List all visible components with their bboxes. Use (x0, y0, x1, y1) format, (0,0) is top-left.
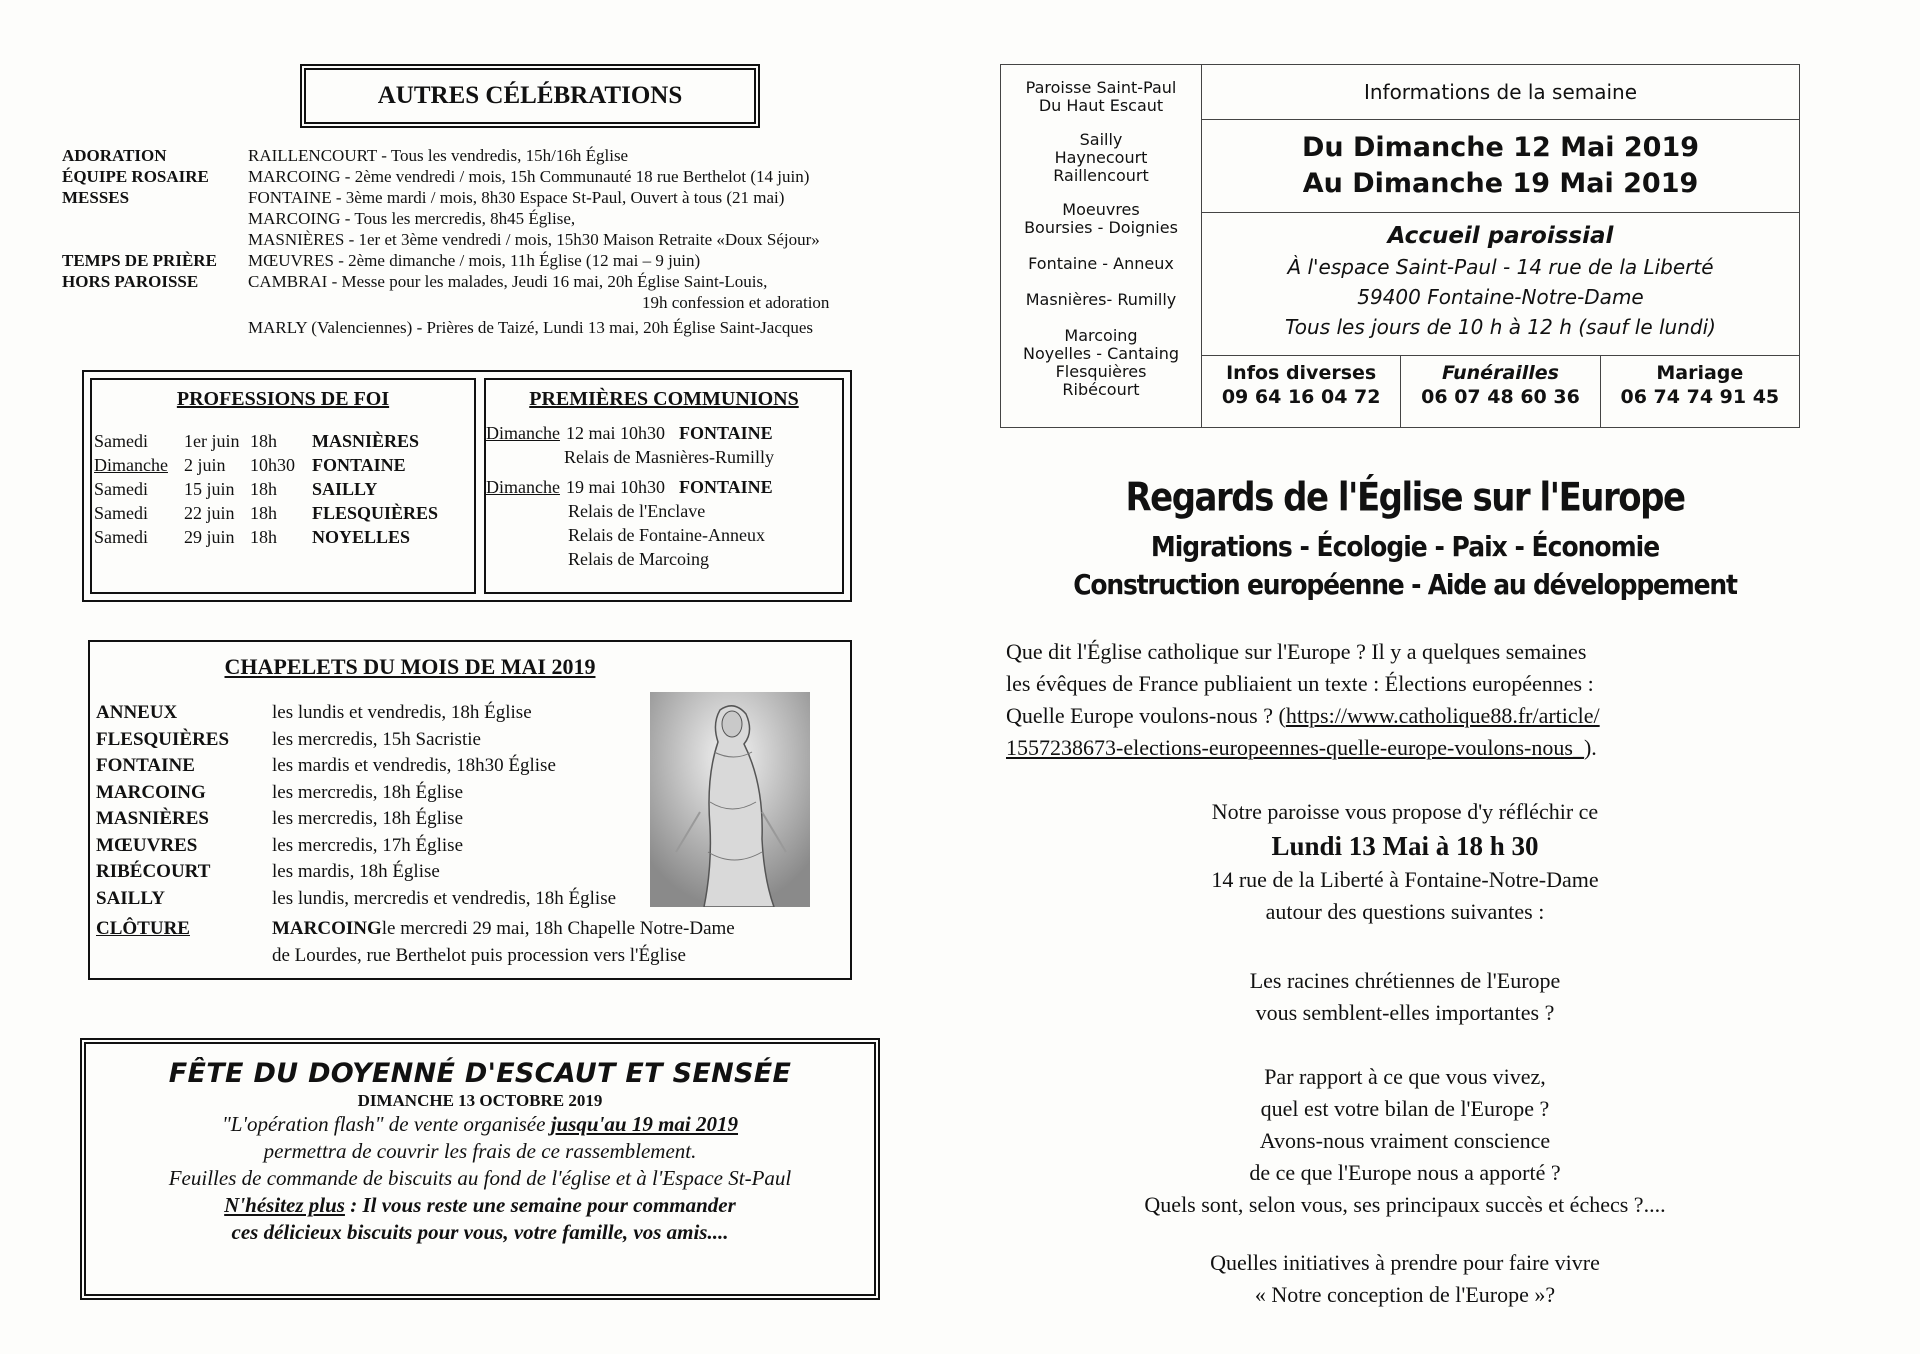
autres-title-box (300, 64, 760, 128)
question: Quels sont, selon vous, ses principaux succès et échecs ?.... (1144, 1192, 1666, 1217)
chapelet-row: MARCOING les mercredis, 18h Église (96, 781, 464, 803)
contact-cell: Mariage 06 74 74 91 45 (1620, 362, 1780, 408)
info-header (1000, 64, 1800, 428)
article-link[interactable]: https://www.catholique88.fr/article/ (1285, 703, 1600, 728)
accueil-line: Tous les jours de 10 h à 12 h (sauf le lundi) (1285, 315, 1716, 339)
autres-row: MASNIÈRES - 1er et 3ème vendredi / mois, 15h30 Maison Retraite «Doux Séjour» (248, 230, 820, 249)
date-to: Au Dimanche 19 Mai 2019 (1302, 168, 1699, 199)
profession-row: Samedi 22 juin 18h FLESQUIÈRES (94, 503, 439, 523)
info-title-cell (1202, 65, 1799, 120)
chapelet-row: ANNEUX les lundis et vendredis, 18h Église (96, 702, 532, 723)
question: quel est votre bilan de l'Europe ? (1260, 1096, 1550, 1121)
profession-row: Dimanche 2 juin 10h30 FONTAINE (94, 455, 406, 475)
europe-title: Regards de l'Église sur l'Europe (1125, 475, 1685, 521)
info-title: Informations de la semaine (1363, 80, 1638, 104)
professions-box (90, 378, 476, 594)
autres-row: MARLY (Valenciennes) - Prières de Taizé, Lundi 13 mai, 20h Église Saint-Jacques (248, 318, 814, 337)
parish-column (1001, 65, 1202, 427)
chapelet-row: FONTAINE les mardis et vendredis, 18h30 Église (96, 755, 556, 776)
communions-box (484, 378, 844, 594)
autres-title: AUTRES CÉLÉBRATIONS (377, 82, 683, 109)
profession-row: Samedi 29 juin 18h NOYELLES (94, 527, 411, 547)
autres-row: 19h confession et adoration (642, 293, 830, 312)
fete-date: DIMANCHE 13 OCTOBRE 2019 (357, 1091, 603, 1110)
question: « Notre conception de l'Europe »? (1254, 1282, 1556, 1307)
professions-title: PROFESSIONS DE FOI (176, 388, 390, 410)
europe-questions (1000, 965, 1810, 1311)
contacts-row (1202, 356, 1799, 427)
chapelet-row: RIBÉCOURT les mardis, 18h Église (96, 861, 440, 882)
profession-row: Samedi 1er juin 18h MASNIÈRES (94, 431, 420, 451)
chapelet-row: MASNIÈRES les mercredis, 18h Église (96, 808, 464, 829)
date-from: Du Dimanche 12 Mai 2019 (1301, 132, 1700, 163)
contact-cell: Funérailles 06 07 48 60 36 (1401, 356, 1600, 427)
autres-row: MARCOING - Tous les mercredis, 8h45 Église, (248, 209, 576, 228)
fete-title: FÊTE DU DOYENNÉ D'ESCAUT ET SENSÉE (168, 1058, 792, 1089)
question: Quelles initiatives à prendre pour faire vivre (1210, 1250, 1600, 1275)
europe-subtitle-1: Migrations - Écologie - Paix - Économie (1150, 530, 1660, 563)
chapelet-row: FLESQUIÈRES les mercredis, 15h Sacristie (96, 728, 481, 750)
parish-name: Sailly Haynecourt Raillencourt (1053, 130, 1149, 185)
communions-list: Dimanche 12 mai 10h30 FONTAINE Relais de Masnières-Rumilly Dimanche 19 mai 10h30 FONTAINE Relais de l'Enclave Relais de Fontaine-Anneux Relais de Marcoing (486, 423, 774, 569)
parish-name: Moeuvres Boursies - Doignies (1024, 200, 1178, 237)
accueil-title: Accueil paroissial (1387, 223, 1614, 249)
autres-row: MESSES FONTAINE - 3ème mardi / mois, 8h30 Espace St-Paul, Ouvert à tous (21 mai) (62, 188, 785, 207)
autres-list (62, 145, 882, 338)
accueil-line: 59400 Fontaine-Notre-Dame (1357, 285, 1644, 309)
parish-name: Masnières- Rumilly (1025, 290, 1177, 309)
cloture-row-2: de Lourdes, rue Berthelot puis procession vers l'Église (272, 944, 686, 966)
autres-row: HORS PAROISSE CAMBRAI - Messe pour les malades, Jeudi 16 mai, 20h Église Saint-Louis, (62, 272, 768, 291)
communions-title: PREMIÈRES COMMUNIONS (529, 388, 799, 410)
question: Avons-nous vraiment conscience (1259, 1128, 1551, 1153)
professions-communions-box (82, 370, 852, 602)
chapelets-box (88, 640, 852, 980)
question: vous semblent-elles importantes ? (1255, 1000, 1555, 1025)
contact-cell: Infos diverses 09 64 16 04 72 (1202, 356, 1401, 427)
accueil-cell (1202, 213, 1799, 356)
professions-list (92, 429, 474, 549)
chapelets-title: CHAPELETS DU MOIS DE MAI 2019 (224, 654, 596, 679)
europe-subtitle-2: Construction européenne - Aide au développement (1073, 568, 1737, 601)
profession-row: Samedi 15 juin 18h SAILLY (94, 479, 378, 499)
chapelet-row: MŒUVRES les mercredis, 17h Église (96, 834, 464, 856)
parish-name: Fontaine - Anneux (1028, 254, 1174, 273)
fete-box (80, 1038, 880, 1300)
chapelet-row: SAILLY les lundis, mercredis et vendredis, 18h Église (96, 887, 617, 909)
autres-row: ÉQUIPE ROSAIRE MARCOING - 2ème vendredi / mois, 15h Communauté 18 rue Berthelot (14 juin) (62, 167, 810, 186)
cloture-row: CLÔTURE MARCOING le mercredi 29 mai, 18h Chapelle Notre-Dame (96, 918, 735, 939)
europe-invite: Notre paroisse vous propose d'y réfléchir ce Lundi 13 Mai à 18 h 30 14 rue de la Liberté à Fontaine-Notre-Dame autour des questions suivantes : (1000, 796, 1810, 928)
parish-name: Marcoing Noyelles - Cantaing Flesquières Ribécourt (1022, 326, 1180, 399)
question: Par rapport à ce que vous vivez, (1264, 1064, 1546, 1089)
question: de ce que l'Europe nous a apporté ? (1249, 1160, 1561, 1185)
dates-cell (1202, 120, 1799, 213)
autres-row: TEMPS DE PRIÈRE MŒUVRES - 2ème dimanche / mois, 11h Église (12 mai – 9 juin) (62, 251, 701, 270)
chapelets-list (96, 700, 735, 969)
autres-row: ADORATION RAILLENCOURT - Tous les vendredis, 15h/16h Église (62, 146, 629, 165)
europe-intro: Que dit l'Église catholique sur l'Europe ? Il y a quelques semaines les évêques de France publiaient un texte : Élections européennes : Quelle Europe voulons-nous ? (https://www.catholique88.fr/article/ 1557238673-elections-europeennes-quelle-europe-voulons-nous_). (1006, 639, 1600, 760)
article-link-cont[interactable]: 1557238673-elections-europeennes-quelle-europe-voulons-nous_ (1006, 735, 1584, 760)
question: Les racines chrétiennes de l'Europe (1249, 968, 1561, 993)
meeting-date: Lundi 13 Mai à 18 h 30 (1271, 831, 1539, 861)
parish-name: Paroisse Saint-Paul Du Haut Escaut (1025, 78, 1177, 115)
accueil-line: À l'espace Saint-Paul - 14 rue de la Liberté (1287, 255, 1714, 279)
fete-text: "L'opération flash" de vente organisée jusqu'au 19 mai 2019 permettra de couvrir les frais de ce rassemblement. Feuilles de commande de biscuits au fond de l'église et à l'Espace St-Paul N'hésitez plus : Il vous reste une semaine pour commander ces délicieux biscuits pour vous, votre famille, vos amis.... (168, 1112, 792, 1244)
